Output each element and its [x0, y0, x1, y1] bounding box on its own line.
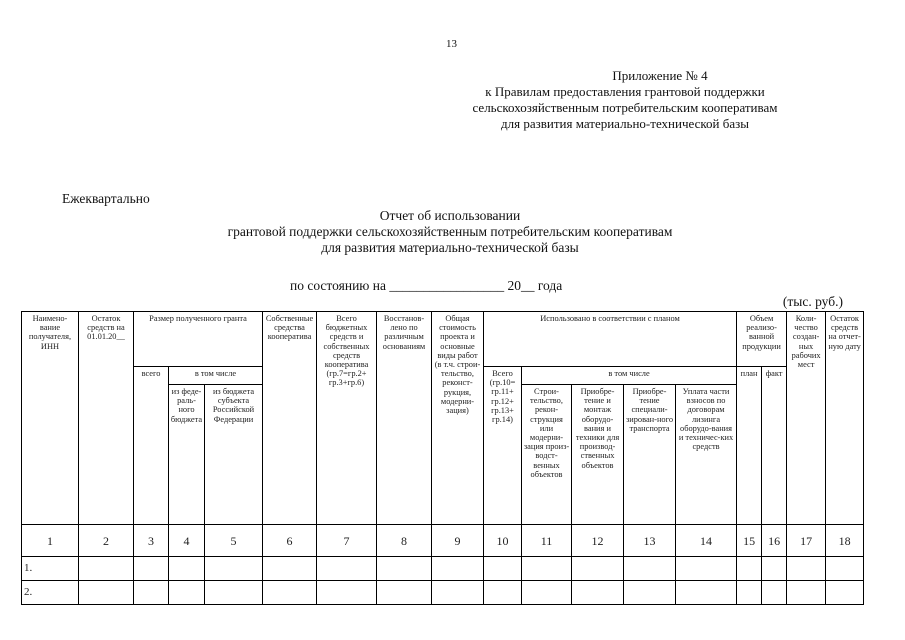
column-number: 9 [432, 525, 484, 557]
table-cell [205, 581, 263, 605]
column-number: 6 [263, 525, 317, 557]
table-cell [317, 581, 377, 605]
table-cell [676, 581, 737, 605]
column-number: 16 [762, 525, 787, 557]
column-number: 5 [205, 525, 263, 557]
header-grant-size: Размер полученного гранта [134, 312, 263, 367]
header-regional-budget: из бюджета субъекта Российской Федерации [205, 385, 263, 525]
appendix-line-4: для развития материально-технической базы [501, 116, 749, 131]
header-total-budget-own: Всего бюджетных средств и собственных средств кооператива (гр.7=гр.2+ гр.3+гр.6) [317, 312, 377, 525]
header-used-including: в том числе [522, 367, 737, 385]
table-cell [572, 581, 624, 605]
table-cell [737, 581, 762, 605]
report-title-line-3: для развития материально-технической базы [321, 240, 579, 255]
column-numbers-row [22, 525, 864, 557]
header-used-total: Всего (гр.10= гр.11+ гр.12+ гр.13+ гр.14) [484, 367, 522, 525]
table-cell [377, 557, 432, 581]
table-cell [787, 557, 826, 581]
table-cell [79, 557, 134, 581]
column-number: 12 [572, 525, 624, 557]
table-cell [676, 557, 737, 581]
header-equipment: Приобре-тение и монтаж оборудо-вания и техники для производ-ственных объектов [572, 385, 624, 525]
header-construction: Строи-тельство, рекон-струкция или модерни-зация произ-водст-венных объектов [522, 385, 572, 525]
as-of-date-line: по состоянию на _________________ 20__ года [290, 278, 563, 293]
header-leasing-fees: Уплата части взносов по договорам лизинга оборудо-вания и техничес-ких средств [676, 385, 737, 525]
header-project-cost: Общая стоимость проекта и основные виды работ (в т.ч. строи-тельство, реконст-рукция, модерни-зация) [432, 312, 484, 525]
column-number: 14 [676, 525, 737, 557]
row-label: 2. [22, 581, 79, 605]
table-cell [787, 581, 826, 605]
report-title-line-1: Отчет об использовании [379, 208, 521, 223]
table-cell [263, 581, 317, 605]
table-cell [737, 557, 762, 581]
column-number: 3 [134, 525, 169, 557]
table-cell [169, 557, 205, 581]
column-number: 15 [737, 525, 762, 557]
table-cell [263, 557, 317, 581]
table-cell [826, 581, 864, 605]
table-cell [484, 581, 522, 605]
table-cell [432, 581, 484, 605]
header-jobs-created: Коли-чество создан-ных рабочих мест [787, 312, 826, 525]
header-recipient-name: Наимено-вание получателя, ИНН [22, 312, 79, 525]
header-grant-including: в том числе [169, 367, 263, 385]
report-title [150, 208, 750, 256]
table-cell [572, 557, 624, 581]
header-used-per-plan: Использовано в соответствии с планом [484, 312, 737, 367]
column-number: 11 [522, 525, 572, 557]
units-label: (тыс. руб.) [782, 294, 843, 309]
row-label: 1. [22, 557, 79, 581]
page-number: 13 [446, 38, 457, 50]
table-cell [134, 557, 169, 581]
table-cell [826, 557, 864, 581]
table-cell [432, 557, 484, 581]
appendix-header [415, 68, 835, 132]
table-cell [317, 557, 377, 581]
table-cell [624, 557, 676, 581]
table-cell [624, 581, 676, 605]
header-restored: Восстанов-лено по различным основаниям [377, 312, 432, 525]
table-cell [134, 581, 169, 605]
table-cell [522, 557, 572, 581]
table-cell [79, 581, 134, 605]
appendix-line-1: Приложение № 4 [612, 68, 708, 83]
report-table [21, 311, 864, 605]
appendix-line-3: сельскохозяйственным потребительским кооперативам [472, 100, 778, 115]
header-federal-budget: из феде-раль-ного бюджета [169, 385, 205, 525]
table-cell [484, 557, 522, 581]
column-number: 13 [624, 525, 676, 557]
table-row [22, 557, 864, 581]
header-sales-volume: Объем реализо-ванной продукции [737, 312, 787, 367]
table-cell [169, 581, 205, 605]
table-cell [377, 581, 432, 605]
header-balance-start: Остаток средств на 01.01.20__ [79, 312, 134, 525]
report-title-line-2: грантовой поддержки сельскохозяйственным потребительским кооперативам [227, 224, 673, 239]
table-cell [762, 557, 787, 581]
column-number: 18 [826, 525, 864, 557]
column-number: 7 [317, 525, 377, 557]
table-cell [205, 557, 263, 581]
table-cell [522, 581, 572, 605]
column-number: 2 [79, 525, 134, 557]
column-number: 10 [484, 525, 522, 557]
header-balance-end: Остаток средств на отчет-ную дату [826, 312, 864, 525]
frequency-label: Ежеквартально [62, 191, 150, 206]
table-row [22, 581, 864, 605]
header-own-funds: Собственные средства кооператива [263, 312, 317, 525]
column-number: 1 [22, 525, 79, 557]
column-number: 17 [787, 525, 826, 557]
column-number: 4 [169, 525, 205, 557]
appendix-line-2: к Правилам предоставления грантовой поддержки [485, 84, 765, 99]
table-cell [762, 581, 787, 605]
header-plan: план [737, 367, 762, 525]
header-grant-total: всего [134, 367, 169, 525]
header-transport: Приобре-тение специали-зирован-ного транспорта [624, 385, 676, 525]
column-number: 8 [377, 525, 432, 557]
header-fact: факт [762, 367, 787, 525]
